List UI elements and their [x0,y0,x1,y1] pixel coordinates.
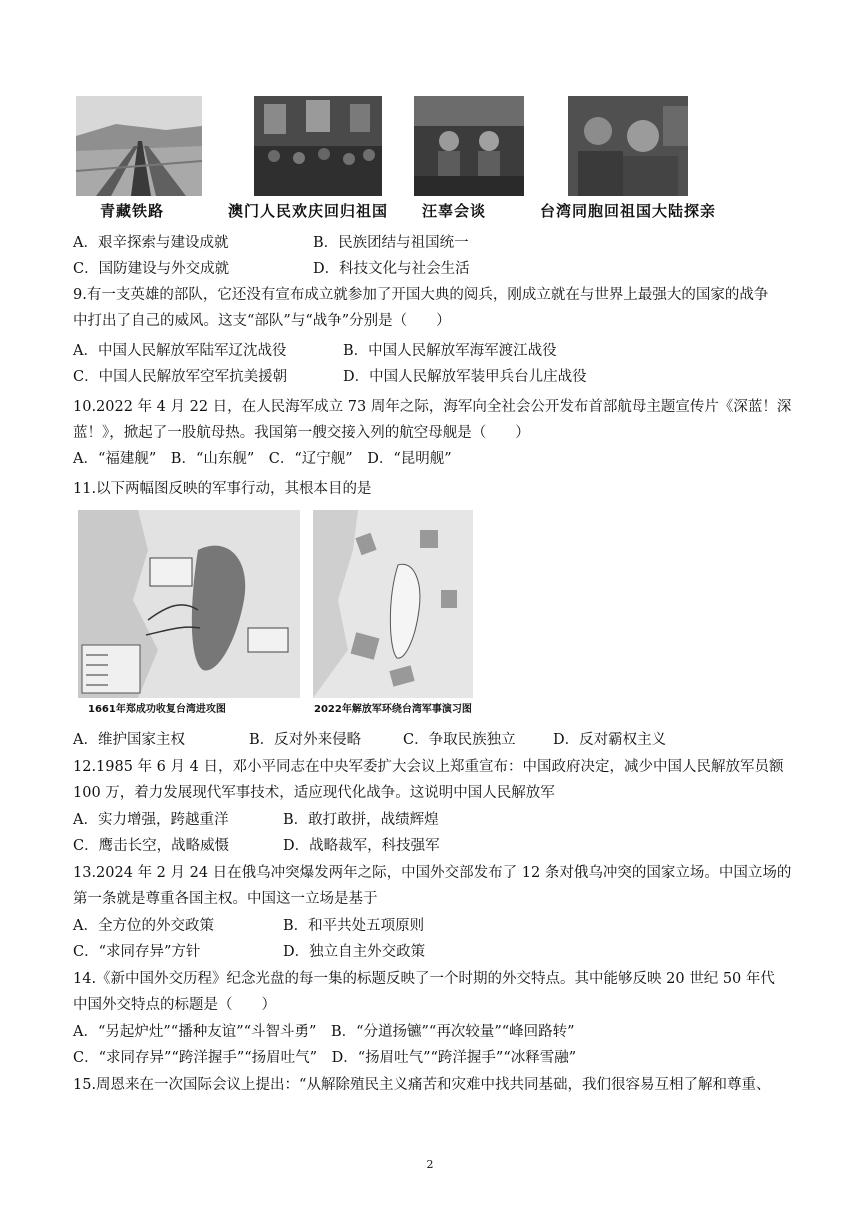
q13-option-b: B．和平共处五项原则 [283,918,425,934]
q14-stem-line2: 中国外交特点的标题是（ ） [73,997,276,1013]
photo-caption-macau: 澳门人民欢庆回归祖国 [228,202,389,220]
q11-maps [78,510,478,720]
q9-stem-line1: 9.有一支英雄的部队，它还没有宣布成立就参加了开国大典的阅兵，刚成立就在与世界上最强大的国家的战争 [73,287,769,303]
q13-option-a: A．全方位的外交政策 [73,918,214,934]
map-caption-2022: 2022年解放军环绕台湾军事演习图 [314,704,472,715]
taiwan-compatriots-photo [568,96,688,196]
pla-exercise-map [313,510,473,698]
q9-option-d: D．中国人民解放军装甲兵台儿庄战役 [343,369,587,385]
zheng-chenggong-map [78,510,300,698]
q12-stem-line2: 100 万，着力发展现代军事技术，适应现代化战争。这说明中国人民解放军 [73,785,555,801]
photo-caption-taiwan: 台湾同胞回祖国大陆探亲 [540,202,717,220]
q8-option-b: B．民族团结与祖国统一 [313,235,469,251]
q13-option-d: D．独立自主外交政策 [283,944,426,960]
q12-option-a: A．实力增强，跨越重洋 [73,812,229,828]
q14-options-ab: A．“另起炉灶”“播种友谊”“斗智斗勇” B．“分道扬镳”“再次较量”“峰回路转” [73,1024,575,1040]
q8-option-d: D．科技文化与社会生活 [313,261,470,277]
q11-option-d: D．反对霸权主义 [553,732,667,748]
q14-options-cd: C．“求同存异”“跨洋握手”“扬眉吐气” D．“扬眉吐气”“跨洋握手”“冰释雪融” [73,1050,577,1066]
q8-option-a: A．艰辛探索与建设成就 [73,235,229,251]
q13-stem-line1: 13.2024 年 2 月 24 日在俄乌冲突爆发两年之际，中国外交部发布了 12 条对俄乌冲突的国家立场。中国立场的 [73,865,792,881]
q8-option-c: C．国防建设与外交成就 [73,261,230,277]
q12-option-c: C．鹰击长空，战略威慑 [73,838,230,854]
q11-option-c: C．争取民族独立 [403,732,516,748]
q11-stem: 11.以下两幅图反映的军事行动，其根本目的是 [73,481,372,497]
q10-stem-line2: 蓝！》，掀起了一股航母热。我国第一艘交接入列的航空母舰是（ ） [73,425,530,441]
macau-celebration-photo [254,96,382,196]
q11-option-a: A．维护国家主权 [73,732,185,748]
q9-stem-line2: 中打出了自己的威风。这支“部队”与“战争”分别是（ ） [73,313,451,329]
photo-strip [70,96,760,226]
q12-option-b: B．敢打敢拼，战绩辉煌 [283,812,439,828]
q9-option-a: A．中国人民解放军陆军辽沈战役 [73,343,287,359]
q11-option-b: B．反对外来侵略 [249,732,362,748]
q10-stem-line1: 10.2022 年 4 月 22 日，在人民海军成立 73 周年之际，海军向全社会公开发布首部航母主题宣传片《深蓝！深 [73,399,792,415]
q15-stem-line1: 15.周恩来在一次国际会议上提出：“从解除殖民主义痛苦和灾难中找共同基础，我们很容易互相了解和尊重、 [73,1077,771,1093]
q14-stem-line1: 14.《新中国外交历程》纪念光盘的每一集的标题反映了一个时期的外交特点。其中能够反映 20 世纪 50 年代 [73,971,775,987]
qinghai-tibet-railway-photo [76,96,202,196]
q12-option-d: D．战略裁军，科技强军 [283,838,440,854]
q10-options: A．“福建舰” B．“山东舰” C．“辽宁舰” D．“昆明舰” [73,451,452,467]
q13-stem-line2: 第一条就是尊重各国主权。中国这一立场是基于 [73,891,378,907]
map-caption-1661: 1661年郑成功收复台湾进攻图 [88,704,226,715]
q9-option-c: C．中国人民解放军空军抗美援朝 [73,369,288,385]
q9-option-b: B．中国人民解放军海军渡江战役 [343,343,557,359]
q13-option-c: C．“求同存异”方针 [73,944,201,960]
photo-caption-railway: 青藏铁路 [100,202,165,220]
page-number: 2 [426,1158,434,1171]
wang-gu-talks-photo [414,96,524,196]
q12-stem-line1: 12.1985 年 6 月 4 日，邓小平同志在中央军委扩大会议上郑重宣布：中国政府决定，减少中国人民解放军员额 [73,759,784,775]
photo-caption-talks: 汪辜会谈 [422,202,487,220]
